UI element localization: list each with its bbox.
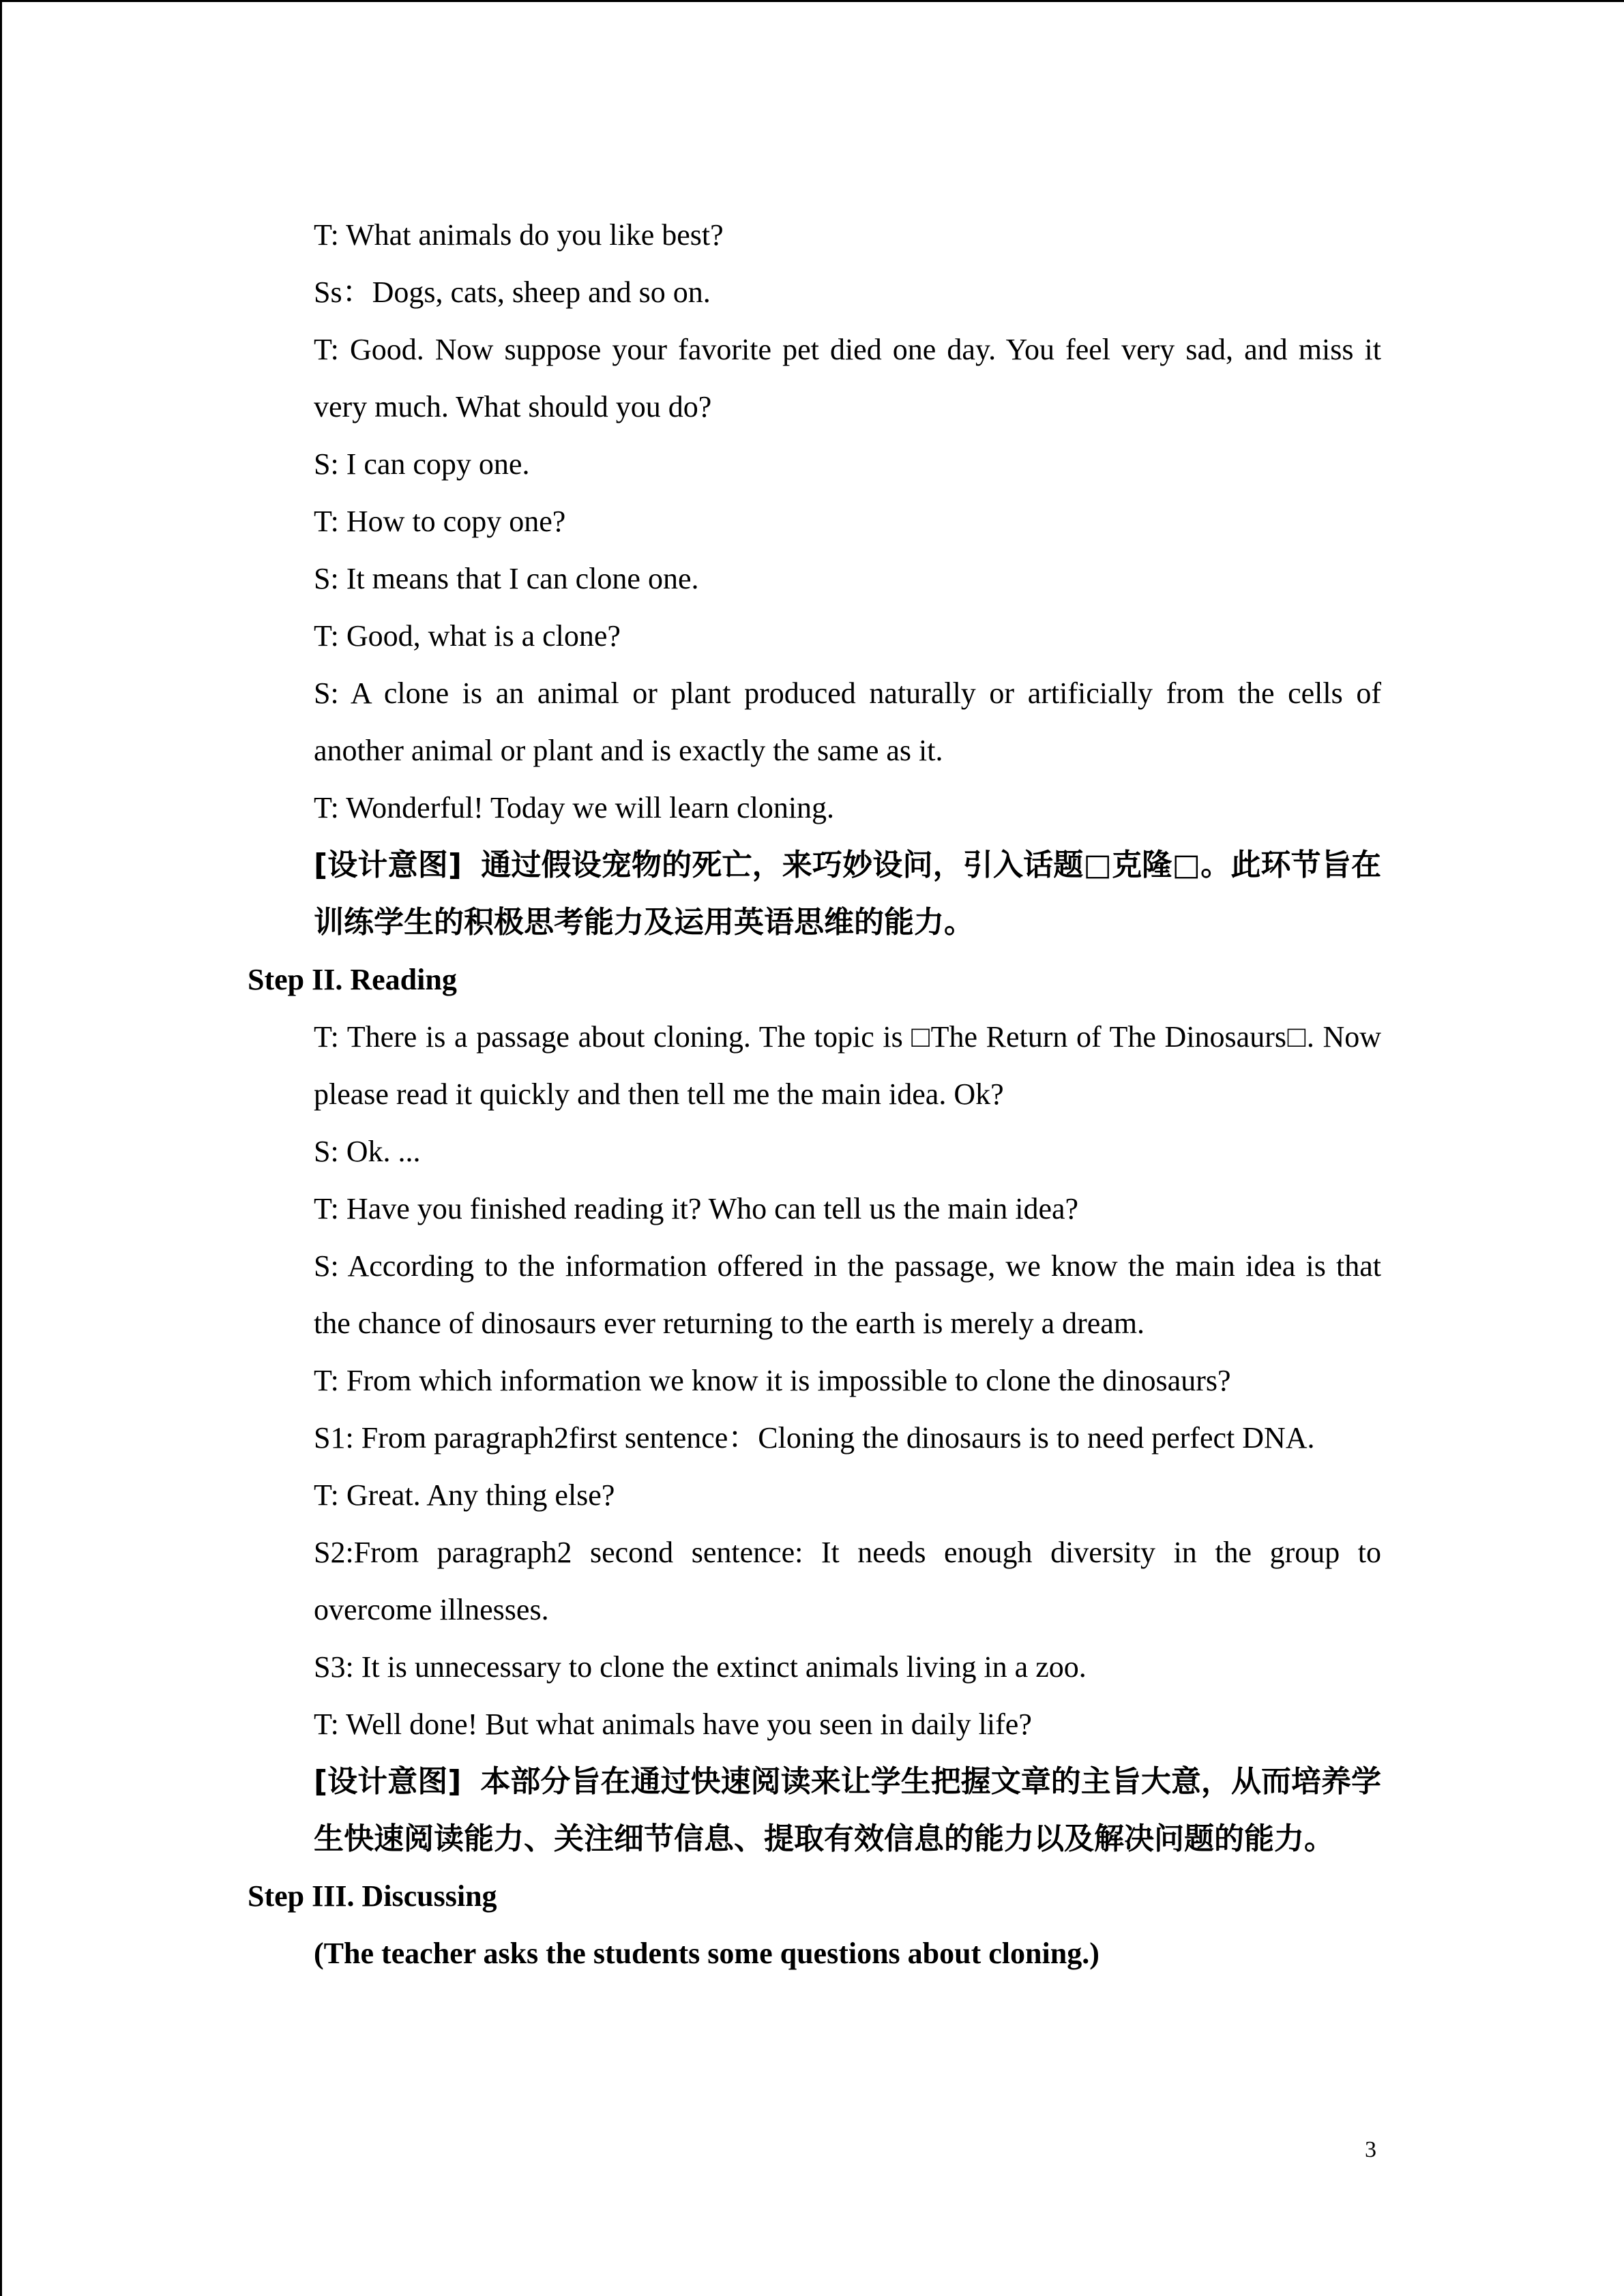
section-instruction: (The teacher asks the students some questions about cloning.) [314,1937,1099,1970]
section-heading: Step III. Discussing [248,1879,497,1913]
design-intent-note [248,837,1381,951]
dialogue-line: Ss：Dogs, cats, sheep and so on. [314,275,711,309]
page-body [248,207,1381,1982]
design-intent-text: 通过假设宠物的死亡，来巧妙设问，引入话题□克隆□。此环节旨在训练学生的积极思考能力及运用英语思维的能力。 [314,848,1381,940]
design-intent-tag: [设计意图] [314,1764,462,1799]
section-heading: Step II. Reading [248,963,457,996]
dialogue-line: T: Good. Now suppose your favorite pet died one day. You feel very sad, and miss it very much. What should you do? [314,333,1381,423]
dialogue-line: S2:From paragraph2 second sentence: It needs enough diversity in the group to overcome illnesses. [314,1536,1381,1626]
dialogue-line: T: Well done! But what animals have you seen in daily life? [314,1708,1032,1741]
dialogue-line: S: According to the information offered in the passage, we know the main idea is that the chance of dinosaurs ever returning to the earth is merely a dream. [314,1249,1381,1340]
design-intent-text: 本部分旨在通过快速阅读来让学生把握文章的主旨大意，从而培养学生快速阅读能力、关注细节信息、提取有效信息的能力以及解决问题的能力。 [314,1764,1382,1856]
dialogue-line: S: It means that I can clone one. [314,562,699,595]
dialogue-line: S: A clone is an animal or plant produced naturally or artificially from the cells of another animal or plant and is exactly the same as it. [314,676,1381,767]
dialogue-line: S3: It is unnecessary to clone the extinct animals living in a zoo. [314,1650,1087,1684]
design-intent-tag: [设计意图] [314,848,462,882]
dialogue-line: T: What animals do you like best? [314,218,724,252]
dialogue-line: T: Good, what is a clone? [314,619,621,653]
dialogue-line: T: Wonderful! Today we will learn cloning. [314,791,835,824]
dialogue-line: S: I can copy one. [314,447,530,481]
dialogue-line: T: Great. Any thing else? [314,1478,615,1512]
dialogue-line: T: From which information we know it is impossible to clone the dinosaurs? [314,1364,1231,1397]
dialogue-line: T: How to copy one? [314,505,566,538]
dialogue-line: S1: From paragraph2first sentence：Cloning the dinosaurs is to need perfect DNA. [314,1421,1315,1455]
page-number: 3 [1365,2137,1376,2162]
dialogue-line: T: Have you finished reading it? Who can tell us the main idea? [314,1192,1079,1225]
dialogue-line: S: Ok. ... [314,1135,421,1168]
dialogue-line: T: There is a passage about cloning. The topic is □The Return of The Dinosaurs□. Now please read it quickly and then tell me the main idea. Ok? [314,1020,1381,1111]
design-intent-note [248,1753,1381,1868]
